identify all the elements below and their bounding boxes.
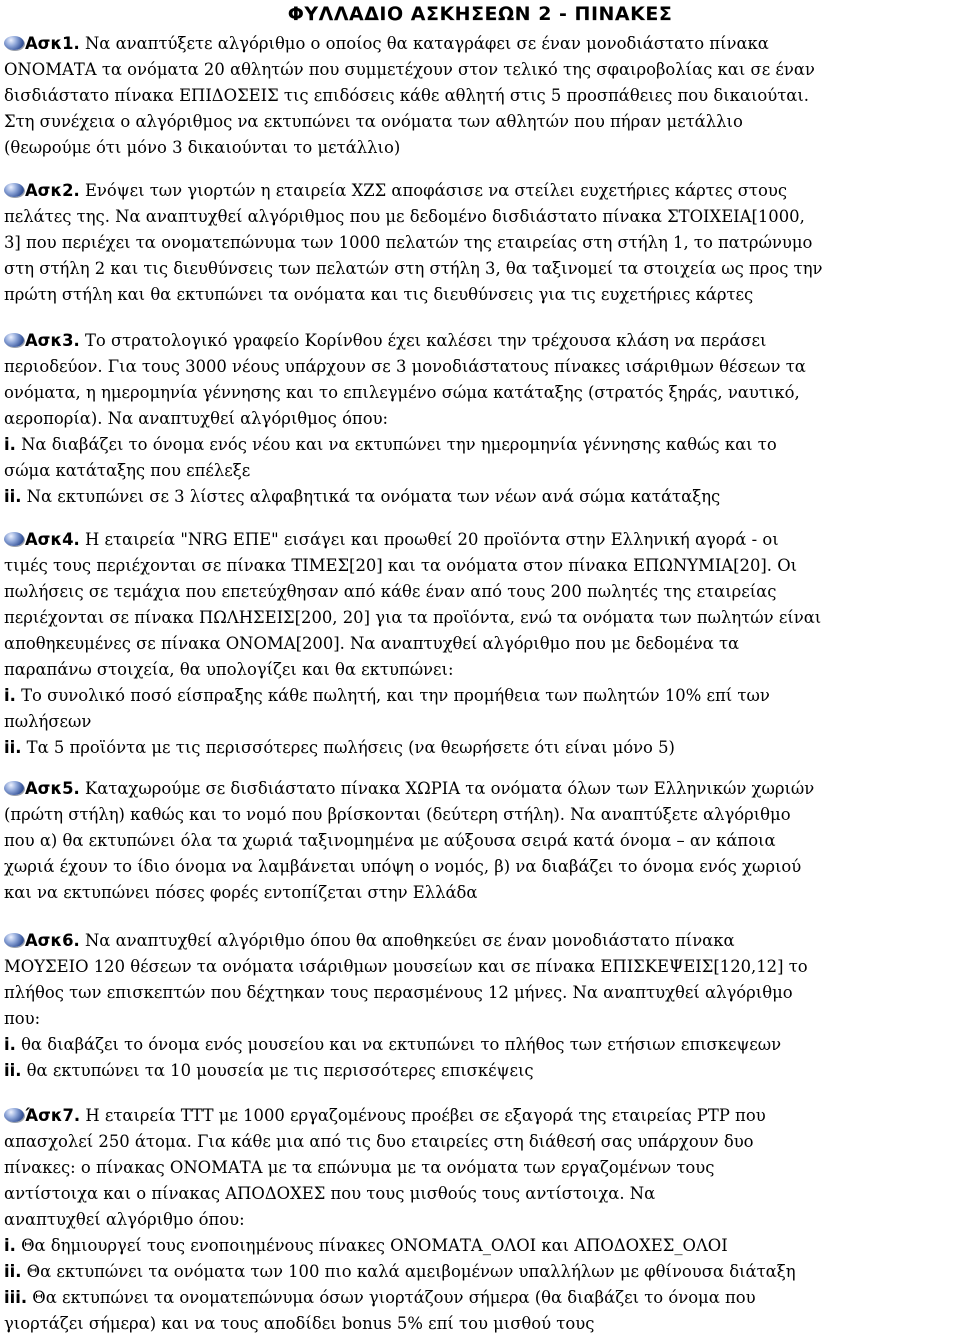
exercise-text: παραπάνω στοιχεία, θα υπολογίζει και θα εκτυπώνει: [4, 660, 454, 679]
exercise-text: Το στρατολογικό γραφείο Κορίνθου έχει καλέσει την τρέχουσα κλάση να περάσει [79, 331, 767, 350]
exercise-text: Στη συνέχεια ο αλγόριθμος να εκτυπώνει τα ονόματα των αθλητών που πήραν μετάλλιο [4, 112, 743, 131]
exercise-line [4, 109, 954, 135]
sub-item-line [4, 735, 954, 761]
exercise-line [4, 328, 954, 354]
sub-item-marker: ii. [4, 487, 22, 506]
sub-item-marker: ii. [4, 1061, 22, 1080]
exercise-line [4, 282, 954, 308]
sub-item-marker: ii. [4, 738, 22, 757]
exercise-text: ΟΝΟΜΑΤΑ τα ονόματα 20 αθλητών που συμμετέχουν στον τελικό της σφαιροβολίας και σε έναν [4, 60, 815, 79]
sub-item-text: Θα εκτυπώνει τα ονοματεπώνυμα όσων γιορτάζουν σήμερα (θα διαβάζει το όνομα που [27, 1288, 756, 1307]
exercise-text: που: [4, 1009, 41, 1028]
exercise-text: Να αναπτύξετε αλγόριθμο ο οποίος θα καταγράφει σε έναν μονοδιάστατο πίνακα [79, 34, 769, 53]
exercise-line [4, 57, 954, 83]
exercise-label: Ασκ3. [25, 331, 80, 350]
exercise-text: αεροπορία). Να αναπτυχθεί αλγόριθμος όπου: [4, 409, 389, 428]
exercise-2 [4, 178, 954, 308]
exercise-text: αναπτυχθεί αλγόριθμο όπου: [4, 1210, 245, 1229]
sub-item-line [4, 683, 954, 709]
exercise-line [4, 980, 954, 1006]
exercise-text: πωλήσεις σε τεμάχια που επετεύχθησαν από κάθε έναν από τους 200 πωλητές της εταιρείας [4, 582, 777, 601]
exercise-label: Ασκ5. [25, 779, 80, 798]
sub-item-marker: i. [4, 686, 16, 705]
exercise-text: (θεωρούμε ότι μόνο 3 δικαιούνται το μετάλλιο) [4, 138, 401, 157]
exercise-line [4, 31, 954, 57]
blue-sphere-bullet-icon [4, 36, 24, 50]
sub-item-marker: iii. [4, 1288, 28, 1307]
exercise-label: Άσκ7. [25, 1106, 81, 1125]
sub-item-text: γιορτάζει σήμερα) και να τους αποδίδει bonus 5% επί του μισθού τους [4, 1314, 595, 1333]
sub-item-text: σώμα κατάταξης που επέλεξε [4, 461, 251, 480]
blue-sphere-bullet-icon [4, 781, 24, 795]
exercise-line [4, 828, 954, 854]
exercise-7 [4, 1103, 954, 1337]
blue-sphere-bullet-icon [4, 1108, 24, 1122]
sub-item-marker: i. [4, 435, 16, 454]
exercise-line [4, 380, 954, 406]
exercise-text: Η εταιρεία ΤΤΤ με 1000 εργαζομένους προέβει σε εξαγορά της εταιρείας ΡΤΡ που [80, 1106, 766, 1125]
exercise-4 [4, 527, 954, 761]
sub-item-text: πωλήσεων [4, 712, 92, 731]
blue-sphere-bullet-icon [4, 532, 24, 546]
exercise-line [4, 1103, 954, 1129]
sub-item-text: Τα 5 προϊόντα με τις περισσότερες πωλήσεις (να θεωρήσετε ότι είναι μόνο 5) [21, 738, 675, 757]
sub-item-line [4, 484, 954, 510]
exercise-line [4, 1129, 954, 1155]
sub-item-text: Να διαβάζει το όνομα ενός νέου και να εκτυπώνει την ημερομηνία γέννησης καθώς και το [15, 435, 777, 454]
sub-item-text: θα διαβάζει το όνομα ενός μουσείου και να εκτυπώνει το πλήθος των ετήσιων επισκεψεων [15, 1035, 782, 1054]
sub-item-marker: ii. [4, 1262, 22, 1281]
exercise-line [4, 880, 954, 906]
exercise-5 [4, 776, 954, 906]
exercise-line [4, 928, 954, 954]
exercise-text: Ενόψει των γιορτών η εταιρεία ΧΖΣ αποφάσισε να στείλει ευχετήριες κάρτες στους [79, 181, 788, 200]
exercise-text: Η εταιρεία "NRG ΕΠΕ" εισάγει και προωθεί 20 προϊόντα στην Ελληνική αγορά - οι [79, 530, 779, 549]
sub-item-line [4, 458, 954, 484]
sub-item-line [4, 1032, 954, 1058]
sub-item-text: Θα δημιουργεί τους ενοποιημένους πίνακες ΟΝΟΜΑΤΑ_ΟΛΟΙ και ΑΠΟΔΟΧΕΣ_ΟΛΟΙ [15, 1236, 728, 1255]
exercise-line [4, 406, 954, 432]
exercise-text: δισδιάστατο πίνακα ΕΠΙΔΟΣΕΙΣ τις επιδόσεις κάθε αθλητή στις 5 προσπάθειες που δικαιούται. [4, 86, 809, 105]
exercise-line [4, 605, 954, 631]
exercise-line [4, 354, 954, 380]
exercise-text: αποθηκευμένες σε πίνακα ΟΝΟΜΑ[200]. Να αναπτυχθεί αλγόριθμο που με δεδομένα τα [4, 634, 740, 653]
exercise-text: χωριά έχουν το ίδιο όνομα να λαμβάνεται υπόψη ο νομός, β) να διαβάζει το όνομα ενός χωριού [4, 857, 802, 876]
exercise-line [4, 83, 954, 109]
exercise-line [4, 802, 954, 828]
exercise-label: Ασκ6. [25, 931, 80, 950]
exercise-text: αντίστοιχα και ο πίνακας ΑΠΟΔΟΧΕΣ που τους μισθούς τους αντίστοιχα. Να [4, 1184, 656, 1203]
exercise-text: που α) θα εκτυπώνει όλα τα χωριά ταξινομημένα με αύξουσα σειρά κατά όνομα – αν κάποια [4, 831, 776, 850]
exercise-text: πλήθος των επισκεπτών που δέχτηκαν τους περασμένους 12 μήνες. Να αναπτυχθεί αλγόριθμο [4, 983, 793, 1002]
exercise-line [4, 776, 954, 802]
exercise-text: ονόματα, η ημερομηνία γέννησης και το επιλεγμένο σώμα κατάταξης (στρατός ξηράς, ναυτικό, [4, 383, 800, 402]
sub-item-line [4, 1311, 954, 1337]
exercise-line [4, 854, 954, 880]
exercise-line [4, 204, 954, 230]
exercise-line [4, 954, 954, 980]
exercise-line [4, 1155, 954, 1181]
exercise-line [4, 1181, 954, 1207]
exercise-text: (πρώτη στήλη) καθώς και το νομό που βρίσκονται (δεύτερη στήλη). Να αναπτύξετε αλγόριθμο [4, 805, 791, 824]
exercise-line [4, 553, 954, 579]
exercise-label: Ασκ2. [25, 181, 80, 200]
sub-item-marker: i. [4, 1035, 16, 1054]
exercise-label: Ασκ4. [25, 530, 80, 549]
sub-item-text: Να εκτυπώνει σε 3 λίστες αλφαβητικά τα ονόματα των νέων ανά σώμα κατάταξης [21, 487, 721, 506]
sub-item-marker: i. [4, 1236, 16, 1255]
exercise-line [4, 135, 954, 161]
blue-sphere-bullet-icon [4, 183, 24, 197]
exercise-text: περιέχονται σε πίνακα ΠΩΛΗΣΕΙΣ[200, 20] για τα προϊόντα, ενώ τα ονόματα των πωλητών είναι [4, 608, 822, 627]
exercise-text: τιμές τους περιέχονται σε πίνακα ΤΙΜΕΣ[20] και τα ονόματα στον πίνακα ΕΠΩΝΥΜΙΑ[20]. Οι [4, 556, 798, 575]
sub-item-line [4, 1058, 954, 1084]
exercise-line [4, 527, 954, 553]
exercise-text: απασχολεί 250 άτομα. Για κάθε μια από τις δυο εταιρείες στη διάθεσή σας υπάρχουν δυο [4, 1132, 754, 1151]
exercise-6 [4, 928, 954, 1084]
exercise-text: πρώτη στήλη και θα εκτυπώνει τα ονόματα και τις διευθύνσεις για τις ευχετήριες κάρτες [4, 285, 754, 304]
exercise-line [4, 1207, 954, 1233]
blue-sphere-bullet-icon [4, 933, 24, 947]
exercise-text: στη στήλη 2 και τις διευθύνσεις των πελατών στη στήλη 3, θα ταξινομεί τα στοιχεία ως προς την [4, 259, 823, 278]
sub-item-line [4, 1233, 954, 1259]
exercise-label: Ασκ1. [25, 34, 80, 53]
exercise-text: πελάτες της. Να αναπτυχθεί αλγόριθμος που με δεδομένο δισδιάστατο πίνακα ΣΤΟΙΧΕΙΑ[1000, [4, 207, 805, 226]
exercise-text: περιοδεύον. Για τους 3000 νέους υπάρχουν σε 3 μονοδιάστατους πίνακες ισάριθμων θέσεων τα [4, 357, 806, 376]
sub-item-text: Το συνολικό ποσό είσπραξης κάθε πωλητή, και την προμήθεια των πωλητών 10% επί των [15, 686, 770, 705]
sub-item-text: Θα εκτυπώνει τα ονόματα των 100 πιο καλά αμειβομένων υπαλλήλων με φθίνουσα διάταξη [21, 1262, 796, 1281]
exercise-line [4, 631, 954, 657]
page-title: ΦΥΛΛΑΔΙΟ ΑΣΚΗΣΕΩΝ 2 - ΠΙΝΑΚΕΣ [287, 3, 673, 25]
exercise-text: και να εκτυπώνει πόσες φορές εντοπίζεται στην Ελλάδα [4, 883, 478, 902]
sub-item-line [4, 709, 954, 735]
sub-item-line [4, 432, 954, 458]
sub-item-line [4, 1259, 954, 1285]
exercise-text: ΜΟΥΣΕΙΟ 120 θέσεων τα ονόματα ισάριθμων μουσείων και σε πίνακα ΕΠΙΣΚΕΨΕΙΣ[120,12] το [4, 957, 808, 976]
exercise-3 [4, 328, 954, 510]
exercise-text: 3] που περιέχει τα ονοματεπώνυμα των 1000 πελατών της εταιρείας στη στήλη 1, το πατρώνυμο [4, 233, 813, 252]
exercise-line [4, 579, 954, 605]
exercise-line [4, 1006, 954, 1032]
exercise-line [4, 230, 954, 256]
exercise-text: Καταχωρούμε σε δισδιάστατο πίνακα ΧΩΡΙΑ τα ονόματα όλων των Ελληνικών χωριών [79, 779, 815, 798]
exercise-text: πίνακες: ο πίνακας ΟΝΟΜΑΤΑ με τα επώνυμα με τα ονόματα των εργαζομένων τους [4, 1158, 715, 1177]
sub-item-text: θα εκτυπώνει τα 10 μουσεία με τις περισσότερες επισκέψεις [21, 1061, 534, 1080]
exercise-text: Να αναπτυχθεί αλγόριθμο όπου θα αποθηκεύει σε έναν μονοδιάστατο πίνακα [79, 931, 735, 950]
exercise-line [4, 256, 954, 282]
exercise-1 [4, 31, 954, 161]
sub-item-line [4, 1285, 954, 1311]
exercise-line [4, 178, 954, 204]
blue-sphere-bullet-icon [4, 333, 24, 347]
exercise-line [4, 657, 954, 683]
